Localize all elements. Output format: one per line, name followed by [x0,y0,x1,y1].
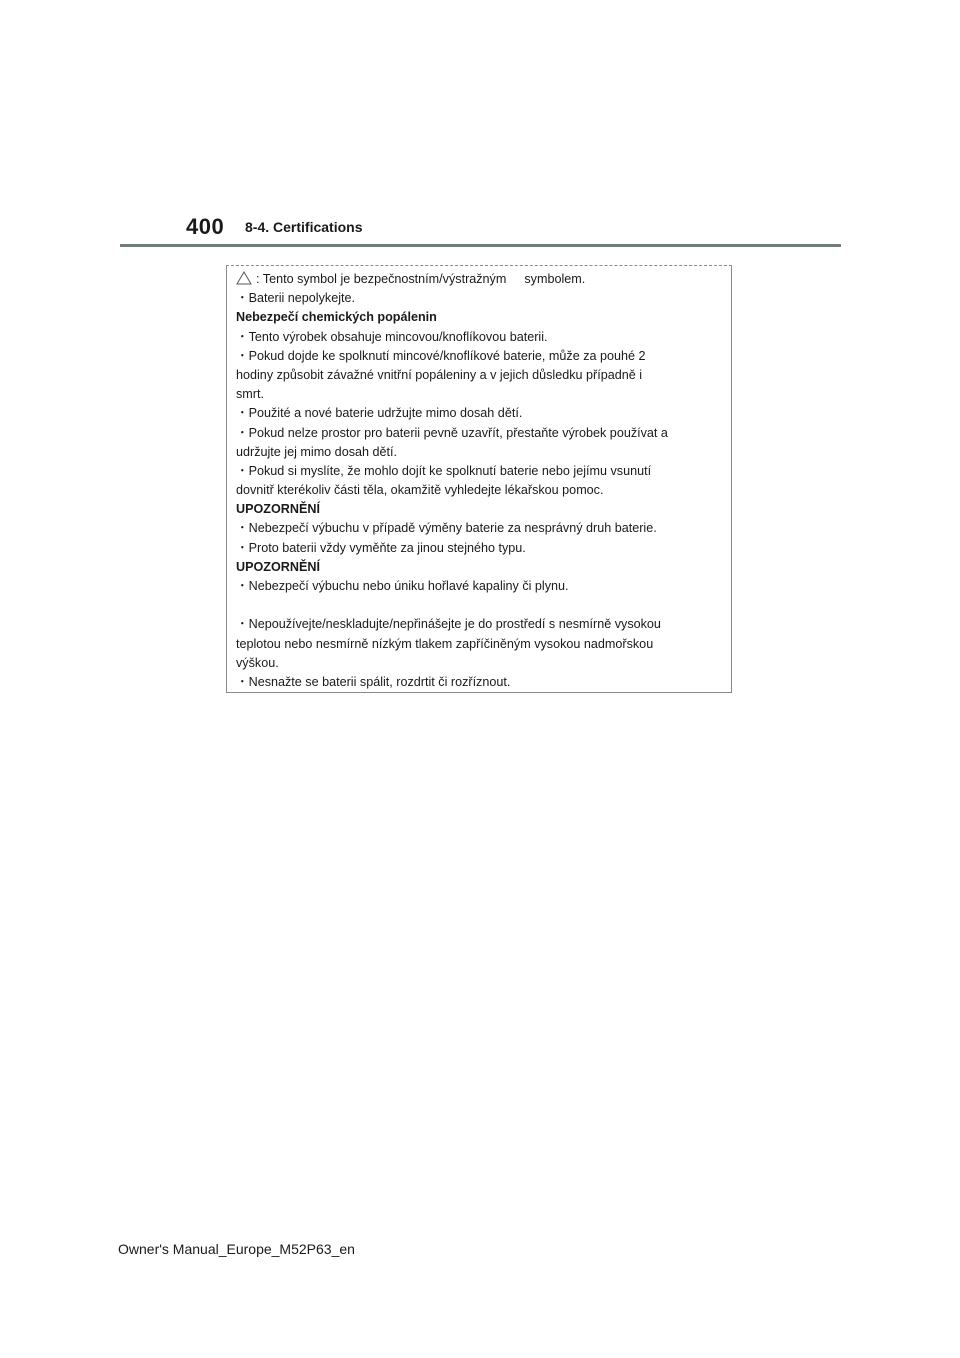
notice-heading: Nebezpečí chemických popálenin [236,310,437,325]
notice-line: ・Pokud nelze prostor pro baterii pevně uzavřít, přestaňte výrobek používat a [236,425,668,440]
notice-line: ・Nepoužívejte/neskladujte/nepřinášejte je do prostředí s nesmírně vysokou [236,617,661,632]
notice-line [236,596,731,615]
notice-heading: UPOZORNĚNÍ [236,502,320,517]
notice-line: ・Tento výrobek obsahuje mincovou/knoflíkovou baterii. [236,329,548,344]
symbol-line [236,270,731,289]
notice-line: smrt. [236,387,264,402]
notice-line: ・Nebezpečí výbuchu v případě výměny baterie za nesprávný druh baterie. [236,521,657,536]
notice-heading: UPOZORNĚNÍ [236,559,320,574]
notice-line: teplotou nebo nesmírně nízkým tlakem zapříčiněným vysokou nadmořskou [236,636,654,651]
notice-line: udržujte jej mimo dosah dětí. [236,444,398,459]
footer-text: Owner's Manual_Europe_M52P63_en [118,1241,355,1257]
notice-line: hodiny způsobit závažné vnitřní popáleniny a v jejich důsledku případně i [236,367,643,382]
symbol-line-tail: symbolem. [524,272,586,286]
notice-line: ・Baterii nepolykejte. [236,291,356,306]
notice-line: ・Nesnažte se baterii spálit, rozdrtit či rozříznout. [236,674,511,689]
notice-line: výškou. [236,655,279,670]
warning-triangle-icon [236,271,252,285]
notice-line: dovnitř kterékoliv části těla, okamžitě vyhledejte lékařskou pomoc. [236,483,604,498]
notice-line: ・Proto baterii vždy vyměňte za jinou stejného typu. [236,540,526,555]
symbol-line-text: : Tento symbol je bezpečnostním/výstražným [256,272,507,286]
notice-line: ・Nebezpečí výbuchu nebo úniku hořlavé kapaliny či plynu. [236,579,569,593]
notice-box [226,265,732,693]
page-number: 400 [186,214,225,239]
notice-line: ・Použité a nové baterie udržujte mimo dosah dětí. [236,406,523,421]
notice-line: ・Pokud si myslíte, že mohlo dojít ke spolknutí baterie nebo jejímu vsunutí [236,463,652,478]
section-title: 8-4. Certifications [245,219,363,235]
header-rule [120,244,841,247]
notice-line: ・Pokud dojde ke spolknutí mincové/knoflíkové baterie, může za pouhé 2 [236,348,646,363]
